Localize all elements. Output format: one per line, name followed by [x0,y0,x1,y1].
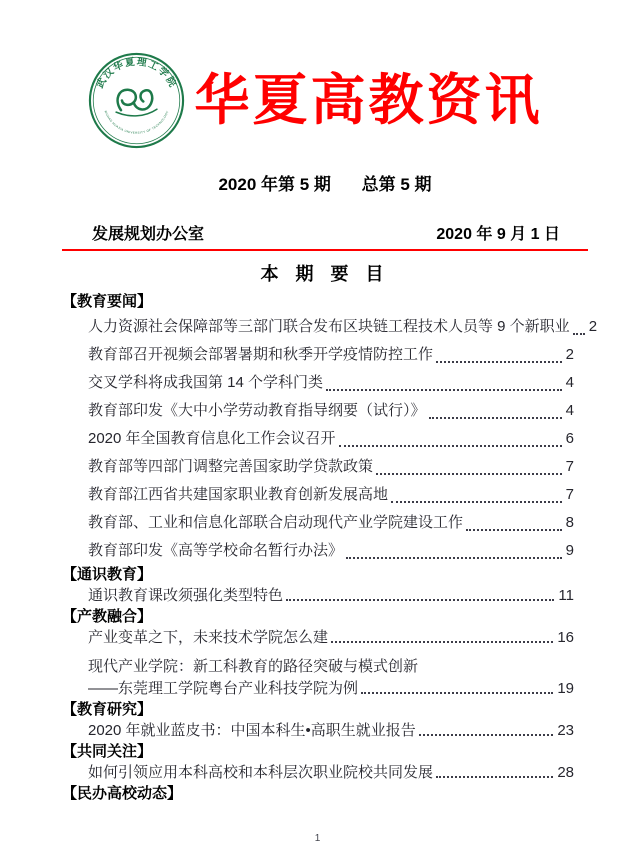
masthead-rule-row [62,221,588,251]
toc-section [62,291,598,565]
toc-page-number: 28 [557,764,574,781]
toc-section [62,565,588,607]
issue-number: 2020 年第 5 期 [218,175,331,194]
toc-entry [88,537,574,565]
volume-number: 总第 5 期 [361,175,432,194]
toc-page-number: 7 [565,486,574,503]
toc-page-number: 19 [557,680,574,697]
toc-entry-title: 2020 年全国教育信息化工作会议召开 [88,430,336,447]
toc-entry [88,453,574,481]
toc-entry-title: 2020 年就业蓝皮书：中国本科生•高职生就业报告 [88,722,416,739]
toc-entry-title: 教育部印发《高等学校命名暂行办法》 [88,542,344,559]
toc-entry [88,369,574,397]
masthead [62,50,588,150]
toc-entry-title: 教育部等四部门调整完善国家助学贷款政策 [88,458,374,475]
toc-dot-leader [429,417,562,419]
toc-section [62,784,588,804]
toc-section-header: 【教育要闻】 [62,293,153,310]
toc-entry [88,678,574,700]
table-of-contents [62,291,598,804]
toc-page-number: 16 [557,629,574,646]
toc-entry [88,313,598,341]
toc-dot-leader [286,599,554,601]
seal-text-top: 武汉华夏理工学院 [94,56,179,90]
toc-dot-leader [376,473,562,475]
toc-page-number: 8 [565,514,574,531]
office-name: 发展规划办公室 [92,226,205,243]
toc-dot-leader [573,333,585,335]
footer-page-number: 1 [314,833,321,844]
toc-page-number: 6 [565,430,574,447]
toc-entry-title: 人力资源社会保障部等三部门联合发布区块链工程技术人员等 9 个新职业 [88,318,570,335]
toc-section-header: 【民办高校动态】 [62,785,183,802]
svg-text:WUHAN HUAXIA UNIVERSITY OF TEC [103,109,169,134]
toc-entry [88,509,574,537]
university-seal-logo [88,52,185,149]
seal-text-bottom: WUHAN HUAXIA UNIVERSITY OF TECHNOLOGY [103,109,170,135]
toc-dot-leader [419,734,554,736]
toc-entry [88,397,574,425]
toc-entry [88,585,574,607]
toc-dot-leader [436,361,562,363]
contents-heading: 本 期 要 目 [260,264,390,284]
toc-page-number: 2 [565,346,574,363]
toc-page-number: 23 [557,722,574,739]
issue-date: 2020 年 9 月 1 日 [436,226,560,243]
toc-entry [88,762,574,784]
toc-entry [88,481,574,509]
toc-section-header: 【通识教育】 [62,566,153,583]
toc-entry [88,627,574,649]
toc-entry [88,656,574,678]
toc-entry [88,425,574,453]
toc-section [62,607,588,700]
toc-page-number: 4 [565,374,574,391]
toc-entry-title: 交叉学科将成我国第 14 个学科门类 [88,374,324,391]
toc-section-header: 【教育研究】 [62,701,153,718]
toc-dot-leader [391,501,562,503]
toc-section-header: 【共同关注】 [62,743,153,760]
toc-dot-leader [346,557,562,559]
toc-section [62,700,588,742]
toc-entry-title: 教育部江西省共建国家职业教育创新发展高地 [88,486,389,503]
toc-entry-title: 通识教育课改须强化类型特色 [88,587,284,604]
toc-entry [88,720,574,742]
swan-emblem-icon [116,89,157,115]
toc-page-number: 4 [565,402,574,419]
toc-entry-title: 现代产业学院：新工科教育的路径突破与模式创新 [88,658,419,675]
toc-section-header: 【产教融合】 [62,608,153,625]
toc-dot-leader [361,692,553,694]
toc-entry-title: 教育部、工业和信息化部联合启动现代产业学院建设工作 [88,514,464,531]
university-seal-icon [88,52,185,149]
toc-entry [88,341,574,369]
toc-dot-leader [326,389,562,391]
toc-page-number: 2 [588,318,598,335]
toc-dot-leader [436,776,553,778]
toc-dot-leader [466,529,562,531]
svg-text:武汉华夏理工学院 [93,54,180,90]
toc-section [62,742,588,784]
toc-entry-title: 教育部召开视频会部署暑期和秋季开学疫情防控工作 [88,346,434,363]
toc-entry-title: 如何引领应用本科高校和本科层次职业院校共同发展 [88,764,434,781]
toc-entry-title: ——东莞理工学院粤台产业科技学院为例 [88,680,359,697]
toc-page-number: 9 [565,542,574,559]
toc-page-number: 11 [558,587,574,604]
toc-dot-leader [339,445,562,447]
toc-entry-title: 产业变革之下，未来技术学院怎么建 [88,629,329,646]
newsletter-title: 华夏高教资讯 [194,68,543,131]
toc-dot-leader [331,641,553,643]
toc-entry-title: 教育部印发《大中小学劳动教育指导纲要（试行）》 [88,402,426,419]
toc-page-number: 7 [565,458,574,475]
issue-line [62,170,588,195]
